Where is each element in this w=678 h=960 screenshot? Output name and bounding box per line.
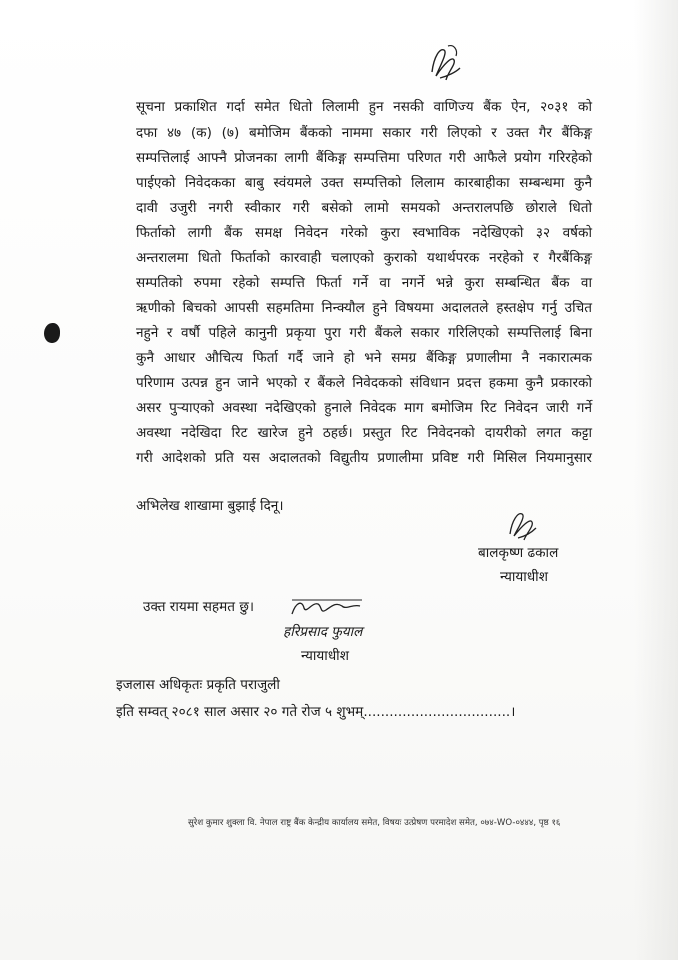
body-line-13: असर पुऱ्याएको अवस्था नदेखिएको हुनाले निवेदक माग बमोजिम रिट निवेदन जारी गर्ने bbox=[136, 400, 592, 416]
body-line-4: पाईएको निवेदकका बाबु स्वंयमले उक्त सम्पत्तिको लिलाम कारबाहीका सम्बन्धमा कुनै bbox=[136, 175, 592, 191]
body-line-15: गरी आदेशको प्रति यस अदालतको विद्युतीय प्रणालीमा प्रविष्ट गरी मिसिल नियमानुसार bbox=[136, 450, 592, 466]
footer-citation: सुरेश कुमार शुक्ला वि. नेपाल राष्ट्र बैंक केन्द्रीय कार्यालय समेत, विषयः उत्प्रेषण परमादेश समेत, ०७४-WO-०४४४, पृष्ठ १६ bbox=[188, 817, 561, 828]
body-line-9: ऋणीको बिचको आपसी सहमतिमा निन्क्यौल हुने विषयमा अदालतले हस्तक्षेप गर्नु उचित bbox=[136, 300, 592, 316]
page-edge-shadow bbox=[634, 0, 678, 960]
body-line-8: सम्पतिको रुपमा रहेको सम्पत्ति फिर्ता गर्ने वा नगर्ने भन्ने कुरा सम्बन्धित बैंक वा bbox=[136, 275, 592, 291]
judge-1-name: बालकृष्ण ढकाल bbox=[478, 545, 559, 561]
date-text: इति सम्वत् २०८१ साल असार २० गते रोज ५ शुभम् bbox=[116, 704, 364, 720]
body-line-16: अभिलेख शाखामा बुझाई दिनू। bbox=[136, 498, 284, 514]
bench-officer: इजलास अधिकृतः प्रकृति पराजुली bbox=[116, 677, 280, 693]
signature-judge-2 bbox=[290, 596, 366, 620]
judge-1-title: न्यायाधीश bbox=[500, 569, 548, 585]
judge-2-name: हरिप्रसाद फुयाल bbox=[283, 624, 363, 640]
body-line-1: सूचना प्रकाशित गर्दा समेत धितो लिलामी हुन नसकी वाणिज्य बैंक ऐन, २०३१ को bbox=[136, 99, 592, 115]
body-line-2: दफा ४७ (क) (७) बमोजिम बैंकको नाममा सकार गरी लिएको र उक्त गैर बैंकिङ्ग bbox=[136, 125, 592, 141]
judge-2-title: न्यायाधीश bbox=[301, 648, 349, 664]
signature-judge-1 bbox=[506, 508, 540, 544]
body-line-14: अवस्था नदेखिदा रिट खारेज हुने ठहर्छ। प्रस्तुत रिट निवेदनको दायरीको लगत कट्टा bbox=[136, 425, 592, 441]
date-line bbox=[116, 701, 515, 720]
body-line-12: परिणाम उत्पन्न हुन जाने भएको र बैंकले निवेदकको संविधान प्रदत्त हकमा कुनै प्रकारको bbox=[136, 375, 592, 391]
body-line-5: दावी उजुरी नगरी स्वीकार गरी बसेको लामो समयको अन्तरालपछि छोराले धितो bbox=[136, 200, 592, 216]
date-dots: ..................................। bbox=[363, 704, 516, 720]
body-line-3: सम्पत्तिलाई आफ्नै प्रोजनका लागी बैंकिङ्ग सम्पत्तिमा परिणत गरी आफैले प्रयोग गरिरहेको bbox=[136, 150, 592, 166]
body-line-6: फिर्ताको लागी बैंक समक्ष निवेदन गरेको कुरा स्वभाविक नदेखिएको ३२ वर्षको bbox=[136, 225, 592, 241]
concurrence-text: उक्त रायमा सहमत छु। bbox=[143, 599, 255, 615]
punch-hole-mark bbox=[44, 323, 60, 343]
signature-top bbox=[426, 42, 466, 86]
body-line-10: नहुने र वर्षौ पहिले कानुनी प्रकृया पुरा गरी बैंकले सकार गरिलिएको सम्पत्तिलाई बिना bbox=[136, 325, 592, 341]
body-line-7: अन्तरालमा धितो फिर्ताको कारवाही चलाएको कुराको यथार्थपरक नरहेको र गैरबैंकिङ्ग bbox=[136, 250, 592, 266]
body-line-11: कुनै आधार औचित्य फिर्ता गर्दै जाने हो भने समग्र बैंकिङ्ग प्रणालीमा नै नकारात्मक bbox=[136, 350, 592, 366]
